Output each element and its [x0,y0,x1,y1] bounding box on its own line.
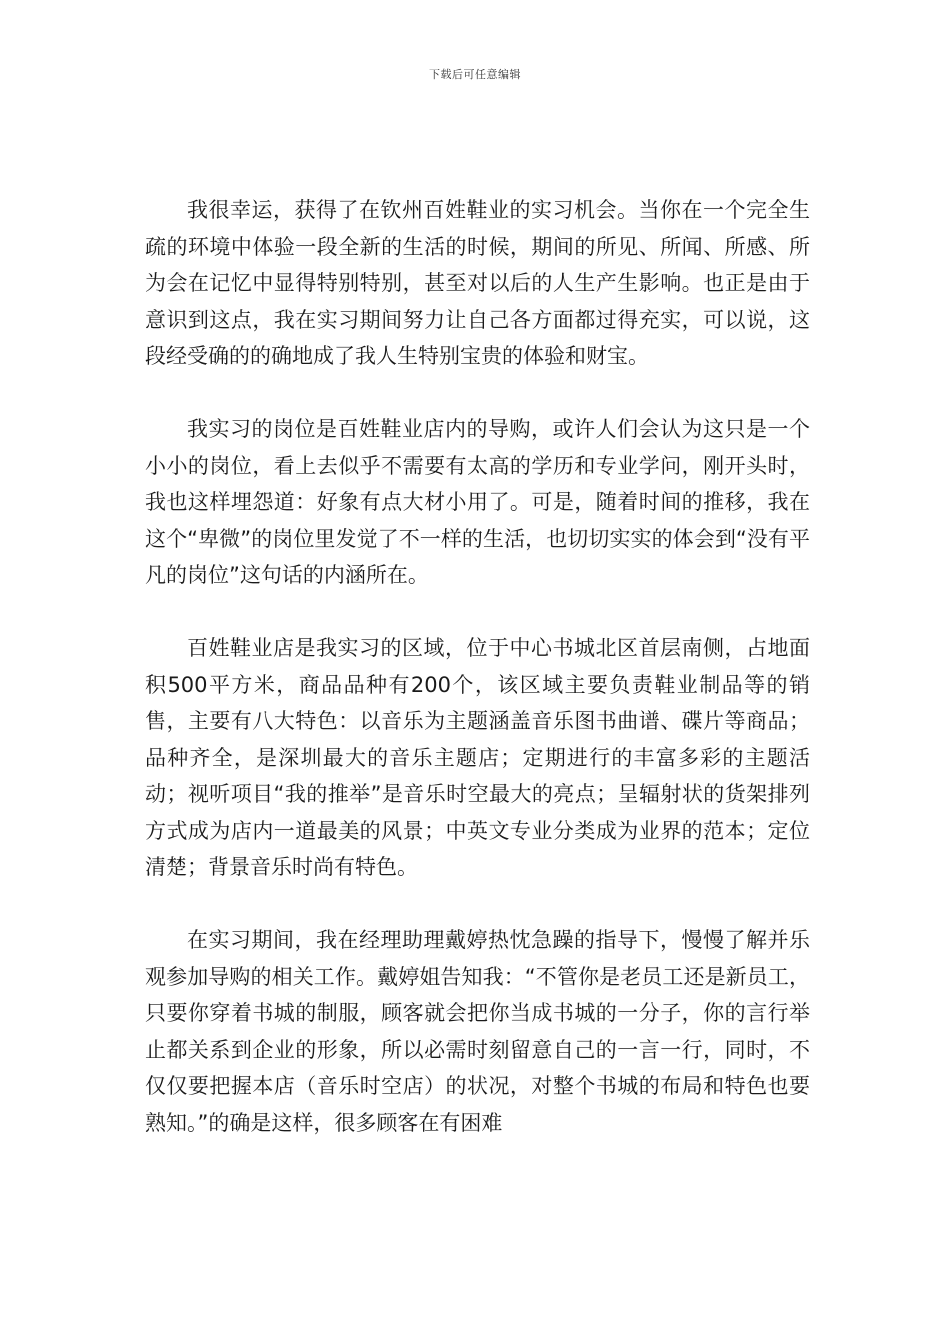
paragraph-3: 百姓鞋业店是我实习的区域，位于中心书城北区首层南侧，占地面积500平方米，商品品种有200个，该区域主要负责鞋业制品等的销售，主要有八大特色：以音乐为主题涵盖音乐图书曲谱、碟片等商品；品种齐全，是深圳最大的音乐主题店；定期进行的丰富多彩的主题活动；视听项目“我的推举”是音乐时空最大的亮点；呈辐射状的货架排列方式成为店内一道最美的风景；中英文专业分类成为业界的范本；定位清楚；背景音乐时尚有特色。 [145,636,810,879]
document-body [145,192,810,1178]
paragraph-4: 在实习期间，我在经理助理戴婷热忱急躁的指导下，慢慢了解并乐观参加导购的相关工作。戴婷姐告知我：“不管你是老员工还是新员工，只要你穿着书城的制服，顾客就会把你当成书城的一分子，你的言行举止都关系到企业的形象，所以必需时刻留意自己的一言一行，同时，不仅仅要把握本店（音乐时空店）的状况，对整个书城的布局和特色也要熟知。”的确是这样，很多顾客在有困难 [145,928,810,1135]
paragraph-2: 我实习的岗位是百姓鞋业店内的导购，或许人们会认为这只是一个小小的岗位，看上去似乎不需要有太高的学历和专业学问，刚开头时，我也这样埋怨道：好象有点大材小用了。可是，随着时间的推移，我在这个“卑微”的岗位里发觉了不一样的生活，也切切实实的体会到“没有平凡的岗位”这句话的内涵所在。 [145,417,810,587]
page-header: 下载后可任意编辑 [429,68,521,81]
paragraph-1: 我很幸运，获得了在钦州百姓鞋业的实习机会。当你在一个完全生疏的环境中体验一段全新的生活的时候，期间的所见、所闻、所感、所为会在记忆中显得特别特别，甚至对以后的人生产生影响。也正是由于意识到这点，我在实习期间努力让自己各方面都过得充实，可以说，这段经受确的的确地成了我人生特别宝贵的体验和财宝。 [145,198,810,368]
